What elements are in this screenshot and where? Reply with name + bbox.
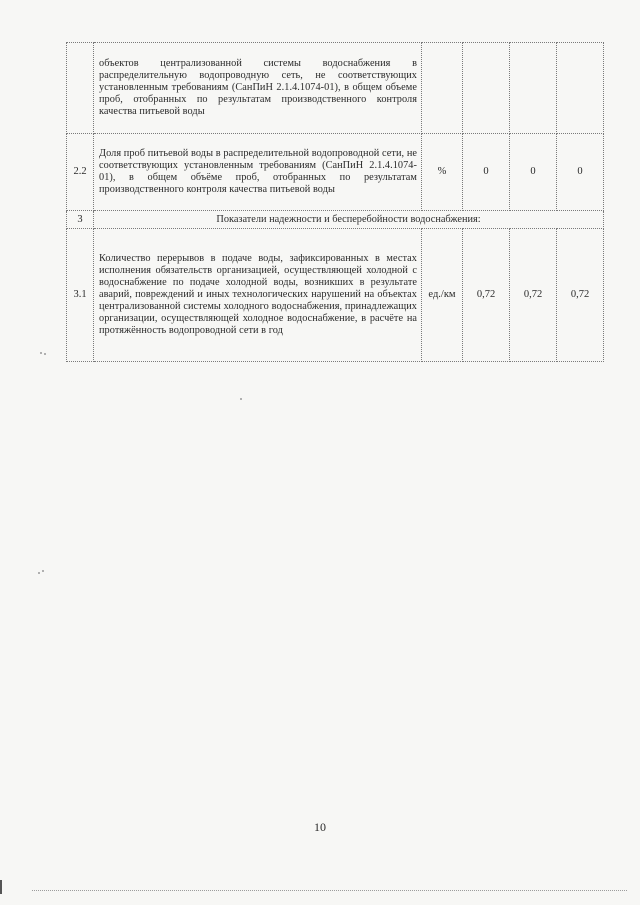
value-cell-3: 0 bbox=[557, 134, 604, 211]
row-number: 2.2 bbox=[67, 134, 94, 211]
indicator-description: объектов централизованной системы водоснабжения в распределительную водопроводную сеть, не соответствующих установленным требованиям (СанПиН 2.1.4.1074-01), в общем объеме проб, отобранных по результатам производственного контроля качества питьевой воды bbox=[94, 43, 422, 134]
bottom-divider bbox=[32, 890, 627, 891]
section-number: 3 bbox=[67, 211, 94, 229]
value-cell-2 bbox=[510, 43, 557, 134]
value-cell-1: 0,72 bbox=[463, 229, 510, 362]
value-cell-2: 0,72 bbox=[510, 229, 557, 362]
unit-cell: ед./км bbox=[422, 229, 463, 362]
indicators-table bbox=[66, 42, 604, 362]
value-cell-1: 0 bbox=[463, 134, 510, 211]
scan-speck bbox=[240, 398, 242, 400]
scan-speck bbox=[42, 570, 44, 572]
section-row bbox=[67, 211, 604, 229]
scan-edge-mark bbox=[0, 880, 2, 894]
table-row bbox=[67, 229, 604, 362]
value-cell-2: 0 bbox=[510, 134, 557, 211]
unit-cell: % bbox=[422, 134, 463, 211]
row-number bbox=[67, 43, 94, 134]
value-cell-1 bbox=[463, 43, 510, 134]
table-row bbox=[67, 134, 604, 211]
page-number: 10 bbox=[314, 820, 326, 834]
indicator-description: Количество перерывов в подаче воды, зафиксированных в местах исполнения обязательств организацией, осуществляющей холодной с водоснабжение по подаче холодной воды, возникших в результате аварий, повреждений и иных технологических нарушений на объектах централизованной системы холодного водоснабжения, принадлежащих организации, осуществляющей холодное водоснабжение, в расчёте на протяжённость водопроводной сети в год bbox=[94, 229, 422, 362]
value-cell-3 bbox=[557, 43, 604, 134]
scan-speck bbox=[38, 572, 40, 574]
scan-speck bbox=[44, 353, 46, 355]
row-number: 3.1 bbox=[67, 229, 94, 362]
table-row bbox=[67, 43, 604, 134]
unit-cell bbox=[422, 43, 463, 134]
section-title: Показатели надежности и бесперебойности водоснабжения: bbox=[94, 211, 604, 229]
scan-speck bbox=[40, 352, 42, 354]
indicator-description: Доля проб питьевой воды в распределительной водопроводной сети, не соответствующих установленным требованиям (СанПиН 2.1.4.1074-01), в общем объёме проб, отобранных по результатам производственного контроля качества питьевой воды bbox=[94, 134, 422, 211]
value-cell-3: 0,72 bbox=[557, 229, 604, 362]
